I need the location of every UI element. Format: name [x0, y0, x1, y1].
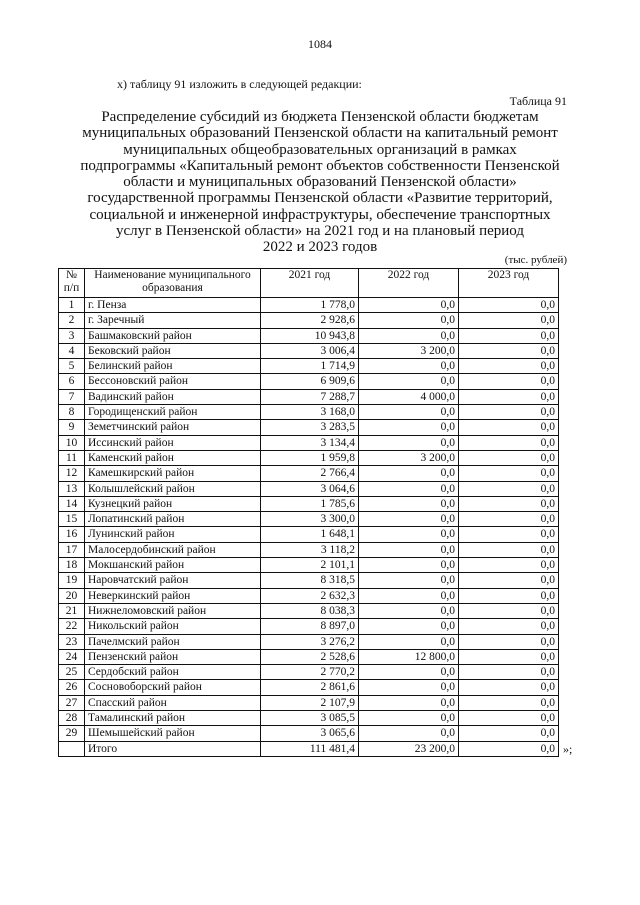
- title-line: муниципальных общеобразовательных организаций в рамках: [123, 141, 517, 158]
- cell-2021: 2 632,3: [261, 588, 359, 603]
- table-row: [59, 512, 559, 527]
- cell-no: 29: [59, 726, 85, 741]
- cell-2022: 0,0: [359, 527, 459, 542]
- cell-2022: 0,0: [359, 374, 459, 389]
- cell-2021: 3 065,6: [261, 726, 359, 741]
- cell-2021: 8 038,3: [261, 603, 359, 618]
- cell-2021: 3 064,6: [261, 481, 359, 496]
- cell-2023: 0,0: [459, 328, 559, 343]
- cell-2023: 0,0: [459, 558, 559, 573]
- cell-2023: 0,0: [459, 435, 559, 450]
- cell-2023: 0,0: [459, 450, 559, 465]
- cell-2021: 3 300,0: [261, 512, 359, 527]
- cell-2021: 6 909,6: [261, 374, 359, 389]
- table-row: [59, 573, 559, 588]
- cell-2023: 0,0: [459, 726, 559, 741]
- cell-no: 6: [59, 374, 85, 389]
- cell-no: 4: [59, 343, 85, 358]
- cell-name: Никольский район: [85, 619, 261, 634]
- table-row: [59, 313, 559, 328]
- table-row: [59, 542, 559, 557]
- cell-no: 10: [59, 435, 85, 450]
- cell-2022: 0,0: [359, 420, 459, 435]
- cell-name: Иссинский район: [85, 435, 261, 450]
- cell-2021: 3 006,4: [261, 343, 359, 358]
- cell-2023: 0,0: [459, 481, 559, 496]
- cell-2023: 0,0: [459, 665, 559, 680]
- cell-no: 12: [59, 466, 85, 481]
- cell-no: 18: [59, 558, 85, 573]
- table-row: [59, 389, 559, 404]
- cell-2023: 0,0: [459, 711, 559, 726]
- cell-2023: 0,0: [459, 313, 559, 328]
- cell-2023: 0,0: [459, 527, 559, 542]
- table-row: [59, 665, 559, 680]
- cell-2023: 0,0: [459, 695, 559, 710]
- cell-name: г. Пенза: [85, 298, 261, 313]
- table-row: [59, 695, 559, 710]
- cell-2022: 0,0: [359, 695, 459, 710]
- header-2021: 2021 год: [261, 269, 359, 298]
- table-row: [59, 588, 559, 603]
- cell-2022: 3 200,0: [359, 343, 459, 358]
- cell-2022: 0,0: [359, 680, 459, 695]
- cell-2021: 3 118,2: [261, 542, 359, 557]
- cell-2023: 0,0: [459, 343, 559, 358]
- table-row: [59, 496, 559, 511]
- cell-2021: 10 943,8: [261, 328, 359, 343]
- cell-2022: 0,0: [359, 405, 459, 420]
- cell-2023: 0,0: [459, 496, 559, 511]
- cell-2022: 12 800,0: [359, 649, 459, 664]
- table-row: [59, 420, 559, 435]
- cell-name: Лунинский район: [85, 527, 261, 542]
- cell-2023: 0,0: [459, 573, 559, 588]
- cell-2021: 1 959,8: [261, 450, 359, 465]
- unit-note: (тыс. рублей): [504, 254, 567, 266]
- cell-no: 7: [59, 389, 85, 404]
- cell-2022: 3 200,0: [359, 450, 459, 465]
- header-2023: 2023 год: [459, 269, 559, 298]
- cell-2022: 0,0: [359, 588, 459, 603]
- cell-2021: 3 283,5: [261, 420, 359, 435]
- cell-no: 19: [59, 573, 85, 588]
- cell-2021: 2 528,6: [261, 649, 359, 664]
- table-row: [59, 619, 559, 634]
- cell-no: 8: [59, 405, 85, 420]
- cell-2022: 0,0: [359, 481, 459, 496]
- cell-2022: 0,0: [359, 466, 459, 481]
- table-row: [59, 343, 559, 358]
- title-line: государственной программы Пензенской области «Развитие территорий,: [87, 190, 553, 207]
- table-row: [59, 359, 559, 374]
- cell-no: 21: [59, 603, 85, 618]
- cell-name: Сосновоборский район: [85, 680, 261, 695]
- title-line: области и муниципальных образований Пензенской области»: [123, 174, 517, 191]
- cell-2021: 111 481,4: [261, 741, 359, 756]
- cell-2022: 0,0: [359, 558, 459, 573]
- cell-name: Мокшанский район: [85, 558, 261, 573]
- cell-name: Бековский район: [85, 343, 261, 358]
- table-header-row: [59, 269, 559, 298]
- cell-2021: 8 318,5: [261, 573, 359, 588]
- table-row: [59, 726, 559, 741]
- title-line: Распределение субсидий из бюджета Пензенской области бюджетам: [101, 109, 539, 125]
- cell-2023: 0,0: [459, 420, 559, 435]
- header-2022: 2022 год: [359, 269, 459, 298]
- cell-2023: 0,0: [459, 542, 559, 557]
- cell-2022: 0,0: [359, 512, 459, 527]
- cell-2022: 4 000,0: [359, 389, 459, 404]
- title-line: услуг в Пензенской области» на 2021 год и на плановый период: [115, 223, 525, 240]
- cell-2023: 0,0: [459, 680, 559, 695]
- cell-2021: 2 107,9: [261, 695, 359, 710]
- cell-2021: 8 897,0: [261, 619, 359, 634]
- cell-name: Земетчинский район: [85, 420, 261, 435]
- cell-name: Шемышейский район: [85, 726, 261, 741]
- cell-2022: 0,0: [359, 542, 459, 557]
- cell-no: 1: [59, 298, 85, 313]
- document-title: [70, 109, 570, 256]
- title-line: социальной и инженерной инфраструктуры, обеспечение транспортных: [89, 206, 551, 223]
- table-row: [59, 527, 559, 542]
- cell-2021: 3 276,2: [261, 634, 359, 649]
- table-body: [59, 298, 559, 757]
- table-row: [59, 649, 559, 664]
- cell-2022: 0,0: [359, 573, 459, 588]
- cell-2021: 1 778,0: [261, 298, 359, 313]
- cell-2022: 0,0: [359, 711, 459, 726]
- cell-no: 28: [59, 711, 85, 726]
- table-row: [59, 435, 559, 450]
- cell-2023: 0,0: [459, 405, 559, 420]
- cell-2022: 0,0: [359, 726, 459, 741]
- table-row: [59, 711, 559, 726]
- cell-no: 5: [59, 359, 85, 374]
- cell-2022: 0,0: [359, 665, 459, 680]
- cell-2023: 0,0: [459, 389, 559, 404]
- cell-2022: 0,0: [359, 313, 459, 328]
- cell-2021: 2 766,4: [261, 466, 359, 481]
- cell-no: 17: [59, 542, 85, 557]
- closing-mark: »;: [563, 742, 573, 756]
- cell-2022: 0,0: [359, 619, 459, 634]
- table-row: [59, 558, 559, 573]
- header-name: Наименование муниципального образования: [85, 269, 261, 298]
- cell-2022: 0,0: [359, 298, 459, 313]
- table-row: [59, 634, 559, 649]
- cell-no: 9: [59, 420, 85, 435]
- cell-2023: 0,0: [459, 634, 559, 649]
- cell-name: Спасский район: [85, 695, 261, 710]
- cell-name: Камешкирский район: [85, 466, 261, 481]
- title-line: 2022 и 2023 годов: [262, 239, 378, 256]
- cell-2021: 1 648,1: [261, 527, 359, 542]
- table-row: [59, 405, 559, 420]
- cell-2022: 23 200,0: [359, 741, 459, 756]
- header-no: № п/п: [59, 269, 85, 298]
- table-row: [59, 680, 559, 695]
- intro-text: х) таблицу 91 изложить в следующей редакции:: [117, 77, 362, 91]
- cell-no: 13: [59, 481, 85, 496]
- table-row: [59, 466, 559, 481]
- table-row: [59, 298, 559, 313]
- cell-2022: 0,0: [359, 603, 459, 618]
- subsidy-table: [58, 268, 559, 757]
- cell-name: Каменский район: [85, 450, 261, 465]
- cell-name: Неверкинский район: [85, 588, 261, 603]
- cell-no: 22: [59, 619, 85, 634]
- cell-2022: 0,0: [359, 328, 459, 343]
- cell-2022: 0,0: [359, 496, 459, 511]
- cell-2023: 0,0: [459, 359, 559, 374]
- cell-2021: 2 928,6: [261, 313, 359, 328]
- cell-name: Наровчатский район: [85, 573, 261, 588]
- cell-2023: 0,0: [459, 512, 559, 527]
- cell-2021: 2 101,1: [261, 558, 359, 573]
- cell-2023: 0,0: [459, 466, 559, 481]
- table-row: [59, 374, 559, 389]
- cell-name: Бессоновский район: [85, 374, 261, 389]
- table-row: [59, 603, 559, 618]
- cell-no: 15: [59, 512, 85, 527]
- cell-name: Белинский район: [85, 359, 261, 374]
- cell-no: [59, 741, 85, 756]
- cell-no: 2: [59, 313, 85, 328]
- cell-name: г. Заречный: [85, 313, 261, 328]
- cell-no: 11: [59, 450, 85, 465]
- cell-2021: 3 134,4: [261, 435, 359, 450]
- cell-no: 20: [59, 588, 85, 603]
- cell-2021: 3 085,5: [261, 711, 359, 726]
- cell-name: Нижнеломовский район: [85, 603, 261, 618]
- cell-no: 27: [59, 695, 85, 710]
- cell-2023: 0,0: [459, 298, 559, 313]
- cell-2021: 1 714,9: [261, 359, 359, 374]
- cell-name: Итого: [85, 741, 261, 756]
- cell-name: Колышлейский район: [85, 481, 261, 496]
- cell-2021: 2 861,6: [261, 680, 359, 695]
- cell-2023: 0,0: [459, 741, 559, 756]
- cell-no: 14: [59, 496, 85, 511]
- cell-name: Малосердобинский район: [85, 542, 261, 557]
- cell-no: 26: [59, 680, 85, 695]
- table-row: [59, 481, 559, 496]
- cell-name: Башмаковский район: [85, 328, 261, 343]
- cell-name: Тамалинский район: [85, 711, 261, 726]
- cell-name: Лопатинский район: [85, 512, 261, 527]
- cell-no: 24: [59, 649, 85, 664]
- cell-2021: 2 770,2: [261, 665, 359, 680]
- cell-name: Кузнецкий район: [85, 496, 261, 511]
- table-label: Таблица 91: [509, 94, 567, 108]
- cell-2023: 0,0: [459, 588, 559, 603]
- cell-2023: 0,0: [459, 603, 559, 618]
- cell-2022: 0,0: [359, 359, 459, 374]
- cell-no: 3: [59, 328, 85, 343]
- cell-no: 25: [59, 665, 85, 680]
- cell-2022: 0,0: [359, 435, 459, 450]
- cell-2023: 0,0: [459, 649, 559, 664]
- cell-name: Вадинский район: [85, 389, 261, 404]
- cell-no: 23: [59, 634, 85, 649]
- cell-2023: 0,0: [459, 619, 559, 634]
- cell-name: Пензенский район: [85, 649, 261, 664]
- cell-name: Сердобский район: [85, 665, 261, 680]
- table-row: [59, 328, 559, 343]
- cell-2021: 7 288,7: [261, 389, 359, 404]
- cell-name: Пачелмский район: [85, 634, 261, 649]
- total-row: [59, 741, 559, 756]
- table-row: [59, 450, 559, 465]
- cell-2023: 0,0: [459, 374, 559, 389]
- title-line: муниципальных образований Пензенской области на капитальный ремонт: [82, 125, 558, 142]
- cell-2021: 3 168,0: [261, 405, 359, 420]
- cell-2021: 1 785,6: [261, 496, 359, 511]
- cell-no: 16: [59, 527, 85, 542]
- cell-2022: 0,0: [359, 634, 459, 649]
- cell-name: Городищенский район: [85, 405, 261, 420]
- title-line: подпрограммы «Капитальный ремонт объектов собственности Пензенской: [80, 157, 560, 174]
- page-number: 1084: [308, 37, 332, 51]
